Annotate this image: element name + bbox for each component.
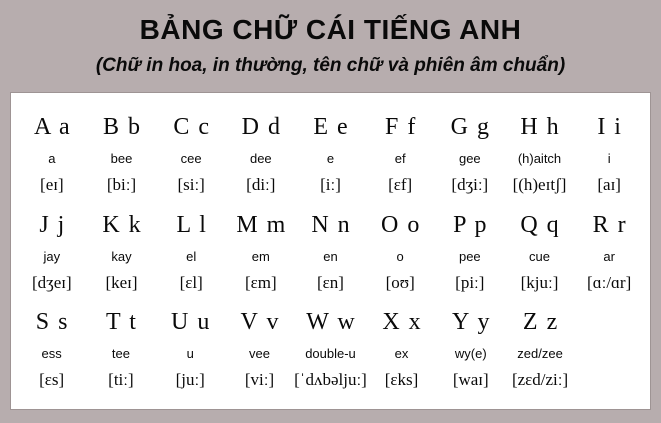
letter-pair: Q q bbox=[520, 211, 559, 238]
letter-pair: T t bbox=[105, 309, 136, 336]
letter-name: o bbox=[396, 248, 404, 264]
letter-cell bbox=[156, 112, 226, 195]
letter-ipa: [ɛs] bbox=[39, 370, 65, 390]
letter-name: gee bbox=[458, 150, 481, 166]
letter-pair: Z z bbox=[522, 309, 558, 336]
letter-name: vee bbox=[249, 346, 270, 362]
letter-ipa: [waɪ] bbox=[452, 370, 489, 390]
letter-pair: F f bbox=[384, 113, 416, 140]
letter-name: ex bbox=[394, 346, 409, 362]
letter-cell bbox=[436, 307, 505, 390]
letter-ipa: [ɑː/ɑr] bbox=[587, 272, 632, 292]
letter-name: dee bbox=[249, 150, 272, 166]
letter-name: tee bbox=[111, 346, 130, 362]
letter-ipa: [iː] bbox=[320, 174, 341, 194]
letter-ipa: [siː] bbox=[177, 174, 205, 194]
poster-header bbox=[0, 0, 661, 92]
letter-ipa: [ɛl] bbox=[179, 272, 203, 292]
letter-pair: U u bbox=[171, 309, 210, 336]
letter-ipa: [ɛn] bbox=[317, 272, 344, 292]
letter-ipa: [ˈdʌbəljuː] bbox=[294, 370, 367, 390]
letter-name: jay bbox=[43, 248, 61, 264]
alphabet-row bbox=[17, 210, 644, 293]
letter-cell bbox=[367, 307, 436, 390]
letter-name: e bbox=[326, 150, 335, 166]
letter-ipa: [zɛd/ziː] bbox=[511, 370, 569, 390]
letter-name: bee bbox=[110, 150, 133, 166]
letter-name: en bbox=[323, 248, 338, 264]
letter-cell bbox=[365, 210, 435, 293]
letter-name: cue bbox=[529, 248, 550, 264]
letter-pair: A a bbox=[33, 113, 70, 140]
letter-cell bbox=[86, 307, 155, 390]
letter-name: ess bbox=[41, 346, 62, 362]
letter-name: double-u bbox=[305, 346, 356, 362]
letter-name: wy(e) bbox=[454, 346, 487, 362]
letter-pair: O o bbox=[380, 211, 420, 238]
letter-name: a bbox=[48, 150, 56, 166]
letter-pair: H h bbox=[520, 113, 559, 140]
letter-pair: C c bbox=[173, 113, 209, 140]
letter-cell bbox=[296, 112, 366, 195]
letter-cell bbox=[225, 307, 294, 390]
letter-ipa: [kjuː] bbox=[520, 272, 559, 292]
letter-cell bbox=[365, 112, 435, 195]
letter-pair: B b bbox=[102, 113, 140, 140]
letter-name: u bbox=[186, 346, 194, 362]
letter-name: ar bbox=[603, 248, 615, 264]
letter-name: em bbox=[251, 248, 270, 264]
letter-ipa: [ɛf] bbox=[388, 174, 413, 194]
letter-pair: G g bbox=[450, 113, 489, 140]
letter-ipa: [ɛks] bbox=[384, 370, 419, 390]
alphabet-row bbox=[17, 112, 644, 195]
letter-name: kay bbox=[111, 248, 132, 264]
letter-ipa: [(h)eɪtʃ] bbox=[512, 174, 567, 194]
letter-name: (h)aitch bbox=[517, 150, 562, 166]
letter-cell bbox=[435, 112, 505, 195]
alphabet-table bbox=[10, 92, 651, 410]
letter-pair: X x bbox=[382, 309, 421, 336]
letter-pair: M m bbox=[236, 211, 286, 238]
letter-pair: K k bbox=[102, 211, 141, 238]
letter-name: pee bbox=[458, 248, 481, 264]
letter-pair: V v bbox=[240, 309, 279, 336]
letter-pair: P p bbox=[453, 211, 487, 238]
letter-cell bbox=[435, 210, 505, 293]
letter-cell bbox=[505, 307, 574, 390]
letter-ipa: [piː] bbox=[455, 272, 485, 292]
letter-pair: N n bbox=[311, 211, 350, 238]
letter-ipa: [ɛm] bbox=[244, 272, 277, 292]
letter-cell bbox=[17, 210, 87, 293]
letter-ipa: [keɪ] bbox=[105, 272, 138, 292]
letter-name: ef bbox=[394, 150, 406, 166]
letter-pair: S s bbox=[35, 309, 68, 336]
alphabet-row bbox=[17, 307, 644, 390]
letter-cell bbox=[87, 210, 157, 293]
page-subtitle: (Chữ in hoa, in thường, tên chữ và phiên âm chuẩn) bbox=[95, 55, 566, 76]
letter-pair: R r bbox=[592, 211, 626, 238]
letter-ipa: [viː] bbox=[244, 370, 275, 390]
letter-ipa: [diː] bbox=[246, 174, 276, 194]
letter-pair: D d bbox=[241, 113, 280, 140]
letter-name: i bbox=[607, 150, 611, 166]
letter-name: el bbox=[186, 248, 197, 264]
letter-cell bbox=[87, 112, 157, 195]
letter-pair: L l bbox=[176, 211, 206, 238]
letter-cell bbox=[226, 112, 296, 195]
letter-cell bbox=[296, 210, 366, 293]
letter-name: cee bbox=[180, 150, 202, 166]
page-title: BẢNG CHỮ CÁI TIẾNG ANH bbox=[139, 14, 522, 45]
letter-ipa: [aɪ] bbox=[597, 174, 621, 194]
letter-pair: I i bbox=[597, 113, 621, 140]
letter-ipa: [tiː] bbox=[108, 370, 134, 390]
letter-cell bbox=[156, 307, 225, 390]
letter-pair: W w bbox=[306, 309, 355, 336]
letter-pair: J j bbox=[39, 211, 65, 238]
letter-pair: Y y bbox=[452, 309, 490, 336]
letter-cell bbox=[226, 210, 296, 293]
letter-cell bbox=[505, 210, 575, 293]
letter-cell bbox=[156, 210, 226, 293]
letter-cell bbox=[17, 112, 87, 195]
letter-cell bbox=[505, 112, 575, 195]
letter-ipa: [dʒiː] bbox=[451, 174, 489, 194]
letter-ipa: [eɪ] bbox=[40, 174, 64, 194]
letter-ipa: [dʒeɪ] bbox=[32, 272, 72, 292]
letter-cell bbox=[574, 112, 644, 195]
letter-pair: E e bbox=[313, 113, 348, 140]
letter-cell bbox=[294, 307, 367, 390]
letter-ipa: [biː] bbox=[106, 174, 137, 194]
letter-ipa: [juː] bbox=[175, 370, 205, 390]
letter-ipa: [oʊ] bbox=[385, 272, 415, 292]
letter-name: zed/zee bbox=[517, 346, 563, 362]
letter-cell bbox=[17, 307, 86, 390]
letter-cell bbox=[574, 210, 644, 293]
